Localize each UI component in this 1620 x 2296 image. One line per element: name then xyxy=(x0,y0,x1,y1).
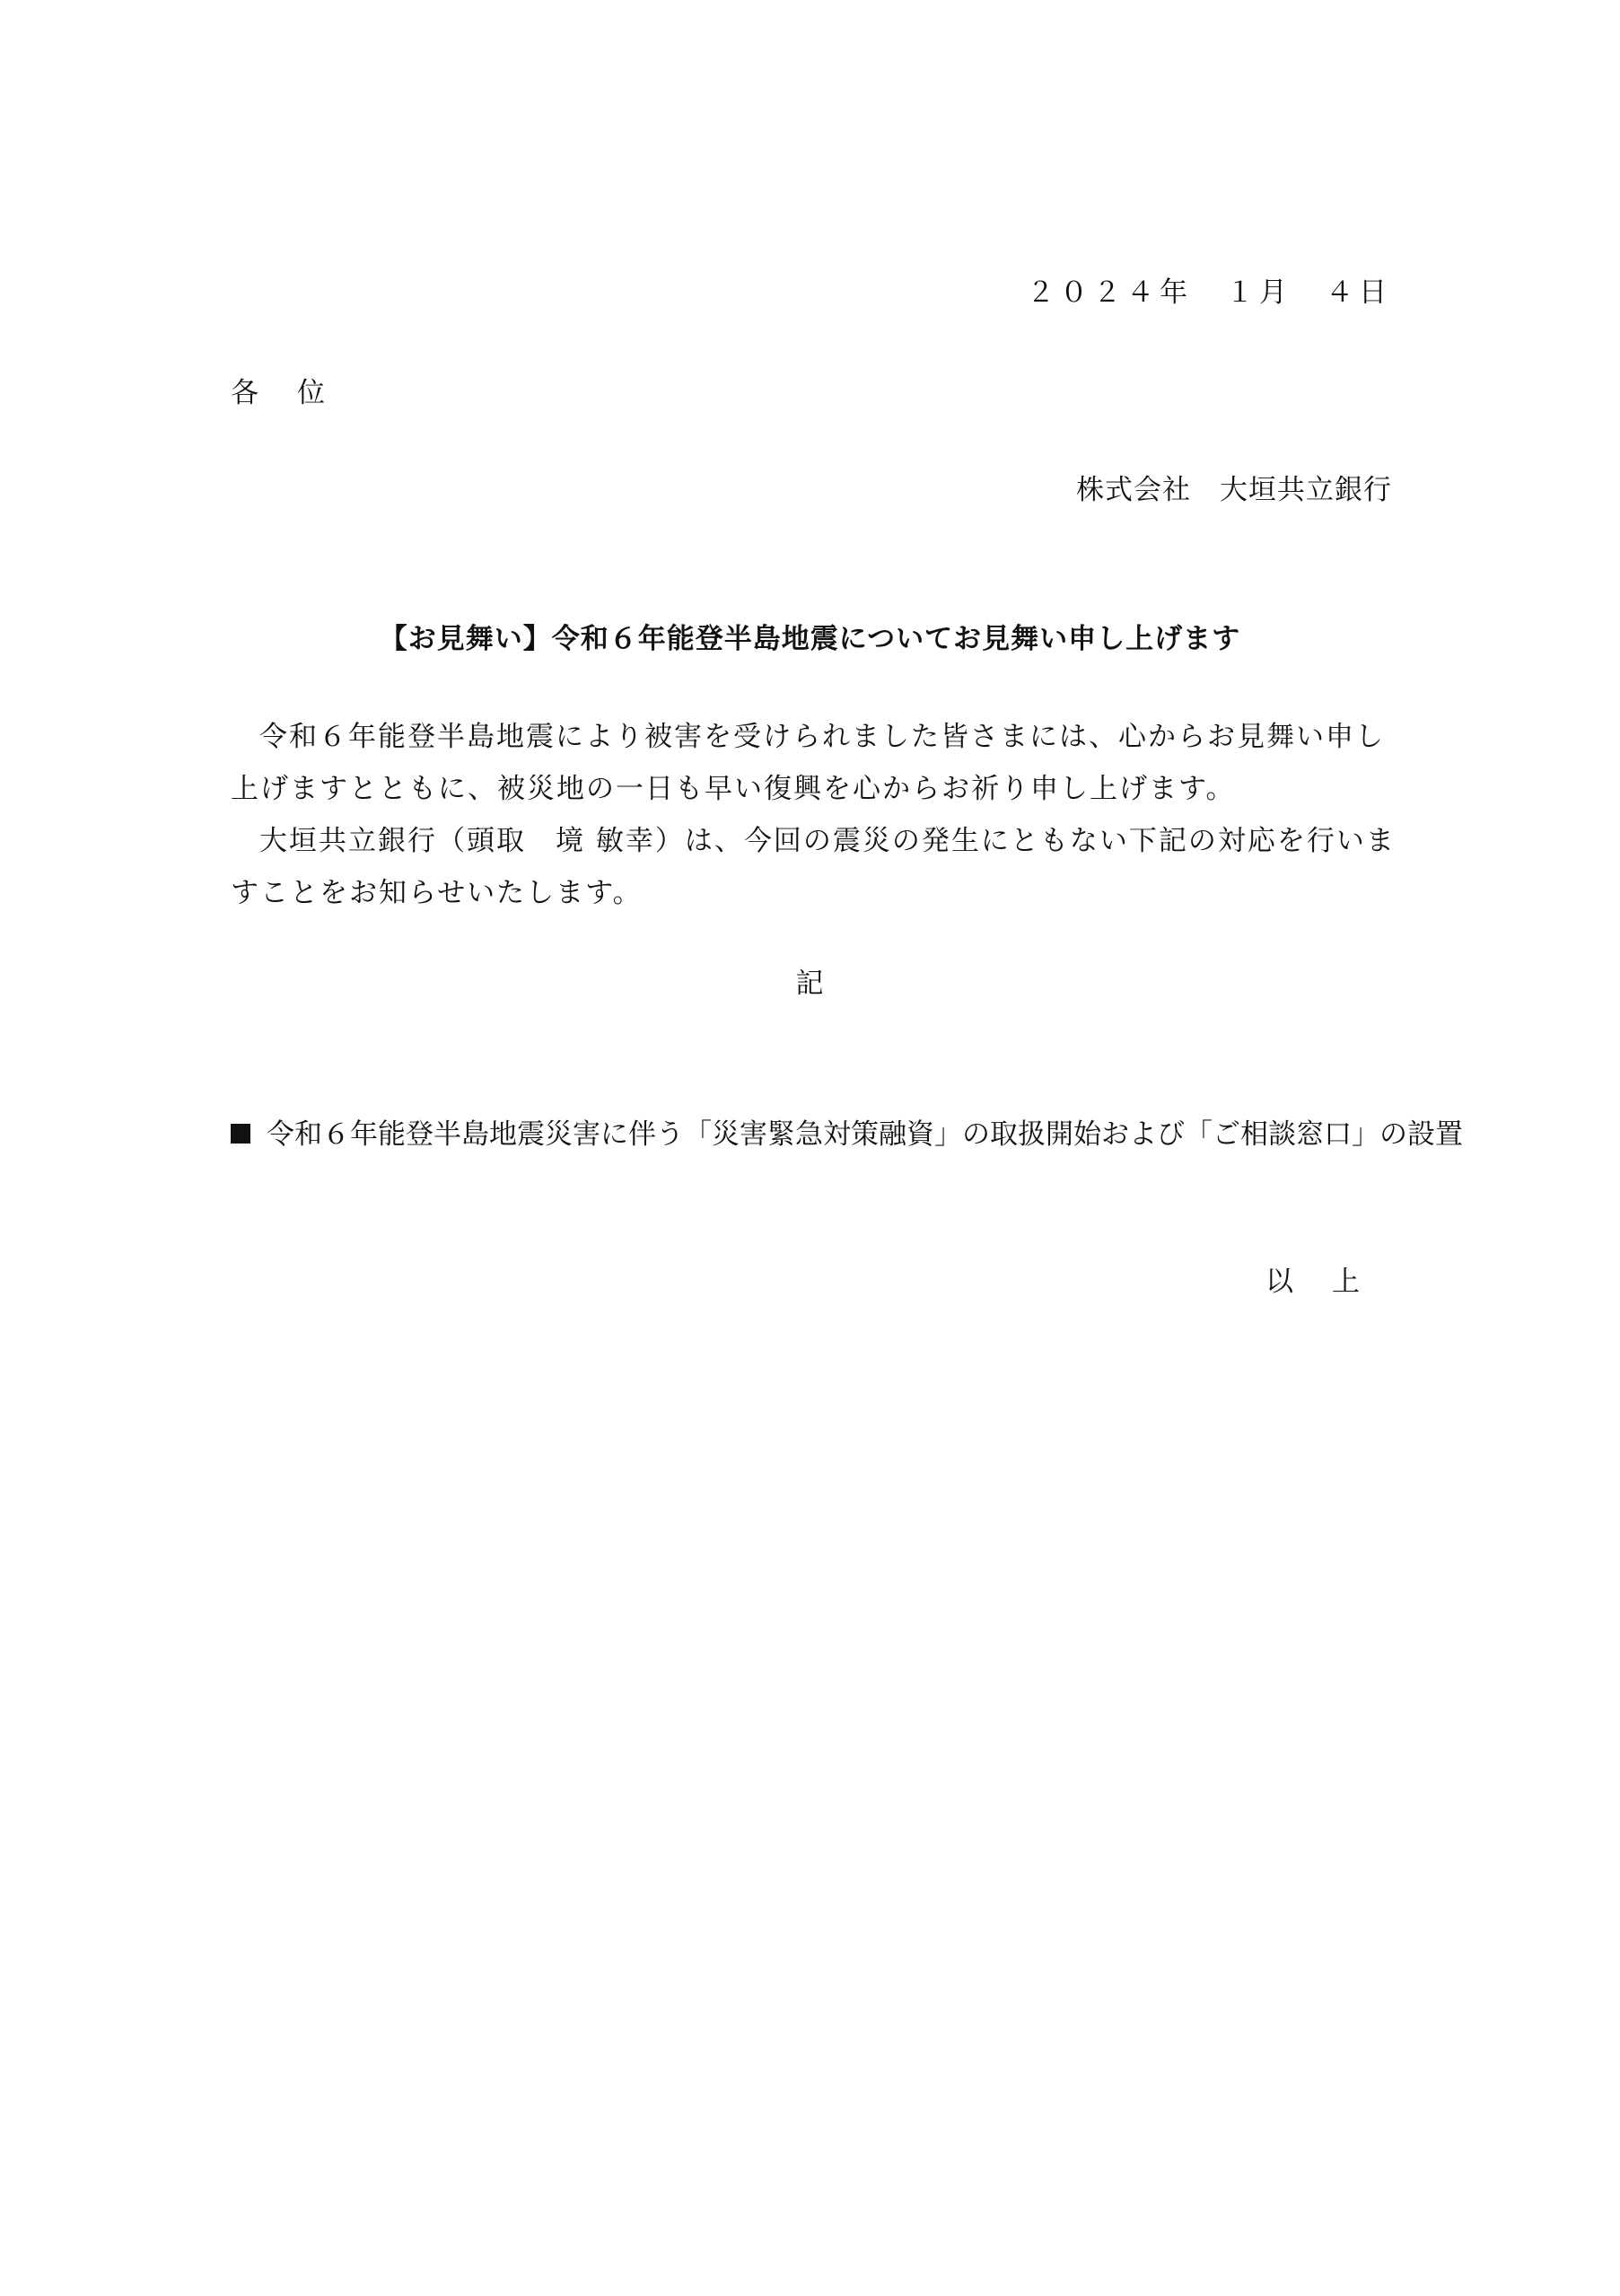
document-date: ２０２４年 １月 ４日 xyxy=(1027,276,1392,309)
list-item-text: 令和６年能登半島地震災害に伴う「災害緊急対策融資」の取扱開始および「ご相談窓口」の設置 xyxy=(267,1118,1463,1151)
ki-heading: 記 xyxy=(795,968,825,1000)
square-bullet-icon xyxy=(231,1124,250,1144)
closing-mark: 以 上 xyxy=(1265,1266,1365,1298)
sender-name: 株式会社 大垣共立銀行 xyxy=(1076,474,1392,506)
document-title: 【お見舞い】令和６年能登半島地震についてお見舞い申し上げます xyxy=(379,623,1241,655)
body-paragraph-2: 大垣共立銀行（頭取 境 敏幸）は、今回の震災の発生にともない下記の対応を行いますことをお知らせいたします。 xyxy=(231,825,1396,909)
body-paragraph-1: 令和６年能登半島地震により被害を受けられました皆さまには、心からお見舞い申し上げますとともに、被災地の一日も早い復興を心からお祈り申し上げます。 xyxy=(231,721,1385,805)
addressee: 各 位 xyxy=(231,377,330,409)
list-item xyxy=(231,1117,1463,1152)
